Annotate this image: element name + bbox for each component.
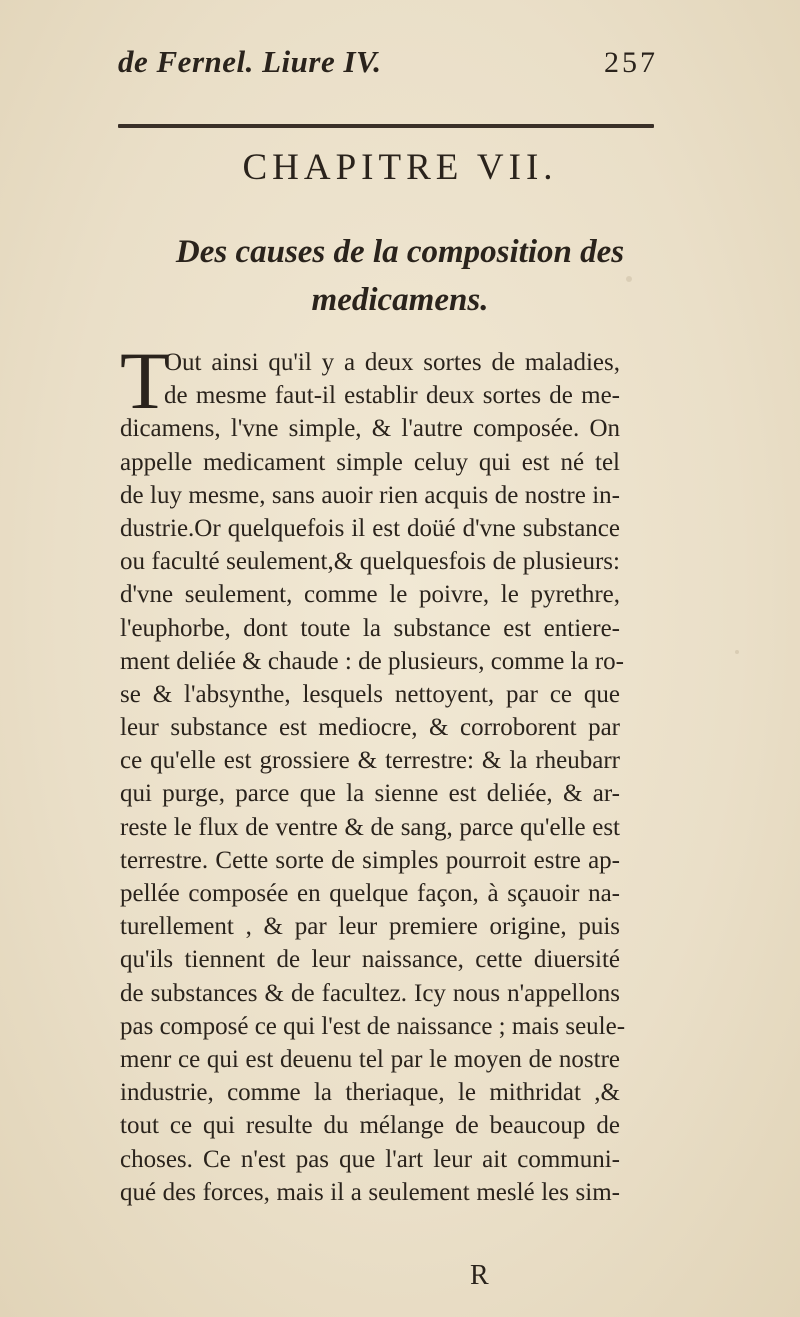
text-line: pas composé ce qui l'est de naissance ; mais seule- [120, 1012, 626, 1040]
text-line: l'euphorbe, dont toute la substance est entiere- [120, 614, 620, 642]
text-line: qu'ils tiennent de leur naissance, cette diuersité [120, 946, 620, 974]
text-line: d'vne seulement, comme le poivre, le pyrethre, [120, 581, 620, 609]
text-line: menr ce qui est deuenu tel par le moyen de nostre [120, 1045, 620, 1073]
catchword: R [470, 1260, 489, 1291]
chapter-title [0, 228, 800, 324]
header-rule [118, 124, 654, 128]
body-text [120, 346, 626, 1209]
drop-cap: T [120, 335, 171, 426]
text-line: turellement , & par leur premiere origine, puis [120, 913, 620, 941]
running-head-title: de Fernel. Liure IV. [118, 44, 382, 79]
text-line: de luy mesme, sans auoir rien acquis de nostre in- [120, 481, 620, 509]
text-line: de substances & de facultez. Icy nous n'appellons [120, 979, 620, 1007]
text-line: dicamens, l'vne simple, & l'autre composée. On [120, 415, 620, 443]
text-line: ou faculté seulement,& quelquesfois de plusieurs: [120, 548, 620, 576]
text-line: reste le flux de ventre & de sang, parce qu'elle est [120, 813, 620, 841]
text-line: ce qu'elle est grossiere & terrestre: & la rheubarr [120, 747, 620, 775]
text-line: pellée composée en quelque façon, à sçauoir na- [120, 880, 620, 907]
page-number: 257 [604, 46, 658, 79]
text-line: de mesme faut-il establir deux sortes de me- [164, 382, 620, 410]
chapter-title-line: medicamens. [311, 282, 489, 318]
text-line: qui purge, parce que la sienne est deliée, & ar- [120, 780, 620, 808]
text-line: appelle medicament simple celuy qui est né tel [120, 448, 620, 476]
text-line: choses. Ce n'est pas que l'art leur ait communi- [120, 1145, 620, 1173]
text-line: tout ce qui resulte du mélange de beaucoup de [120, 1112, 620, 1140]
text-line: ment deliée & chaude : de plusieurs, comme la ro- [120, 647, 624, 675]
chapter-heading-text: CHAPITRE VII. [242, 147, 558, 188]
chapter-title-line: Des causes de la composition des [175, 234, 625, 270]
text-line: dustrie.Or quelquefois il est doüé d'vne substance [120, 514, 620, 542]
text-line: qué des forces, mais il a seulement meslé les sim- [120, 1178, 620, 1206]
text-line: se & l'absynthe, lesquels nettoyent, par ce que [120, 680, 620, 708]
text-line: terrestre. Cette sorte de simples pourroit estre ap- [120, 846, 620, 874]
text-line: leur substance est mediocre, & corroborent par [120, 714, 620, 742]
paper-spot [735, 650, 739, 654]
text-line: industrie, comme la theriaque, le mithridat ,& [120, 1079, 620, 1107]
chapter-heading [0, 146, 800, 189]
running-head [118, 40, 658, 90]
text-line: Out ainsi qu'il y a deux sortes de maladies, [164, 349, 620, 376]
